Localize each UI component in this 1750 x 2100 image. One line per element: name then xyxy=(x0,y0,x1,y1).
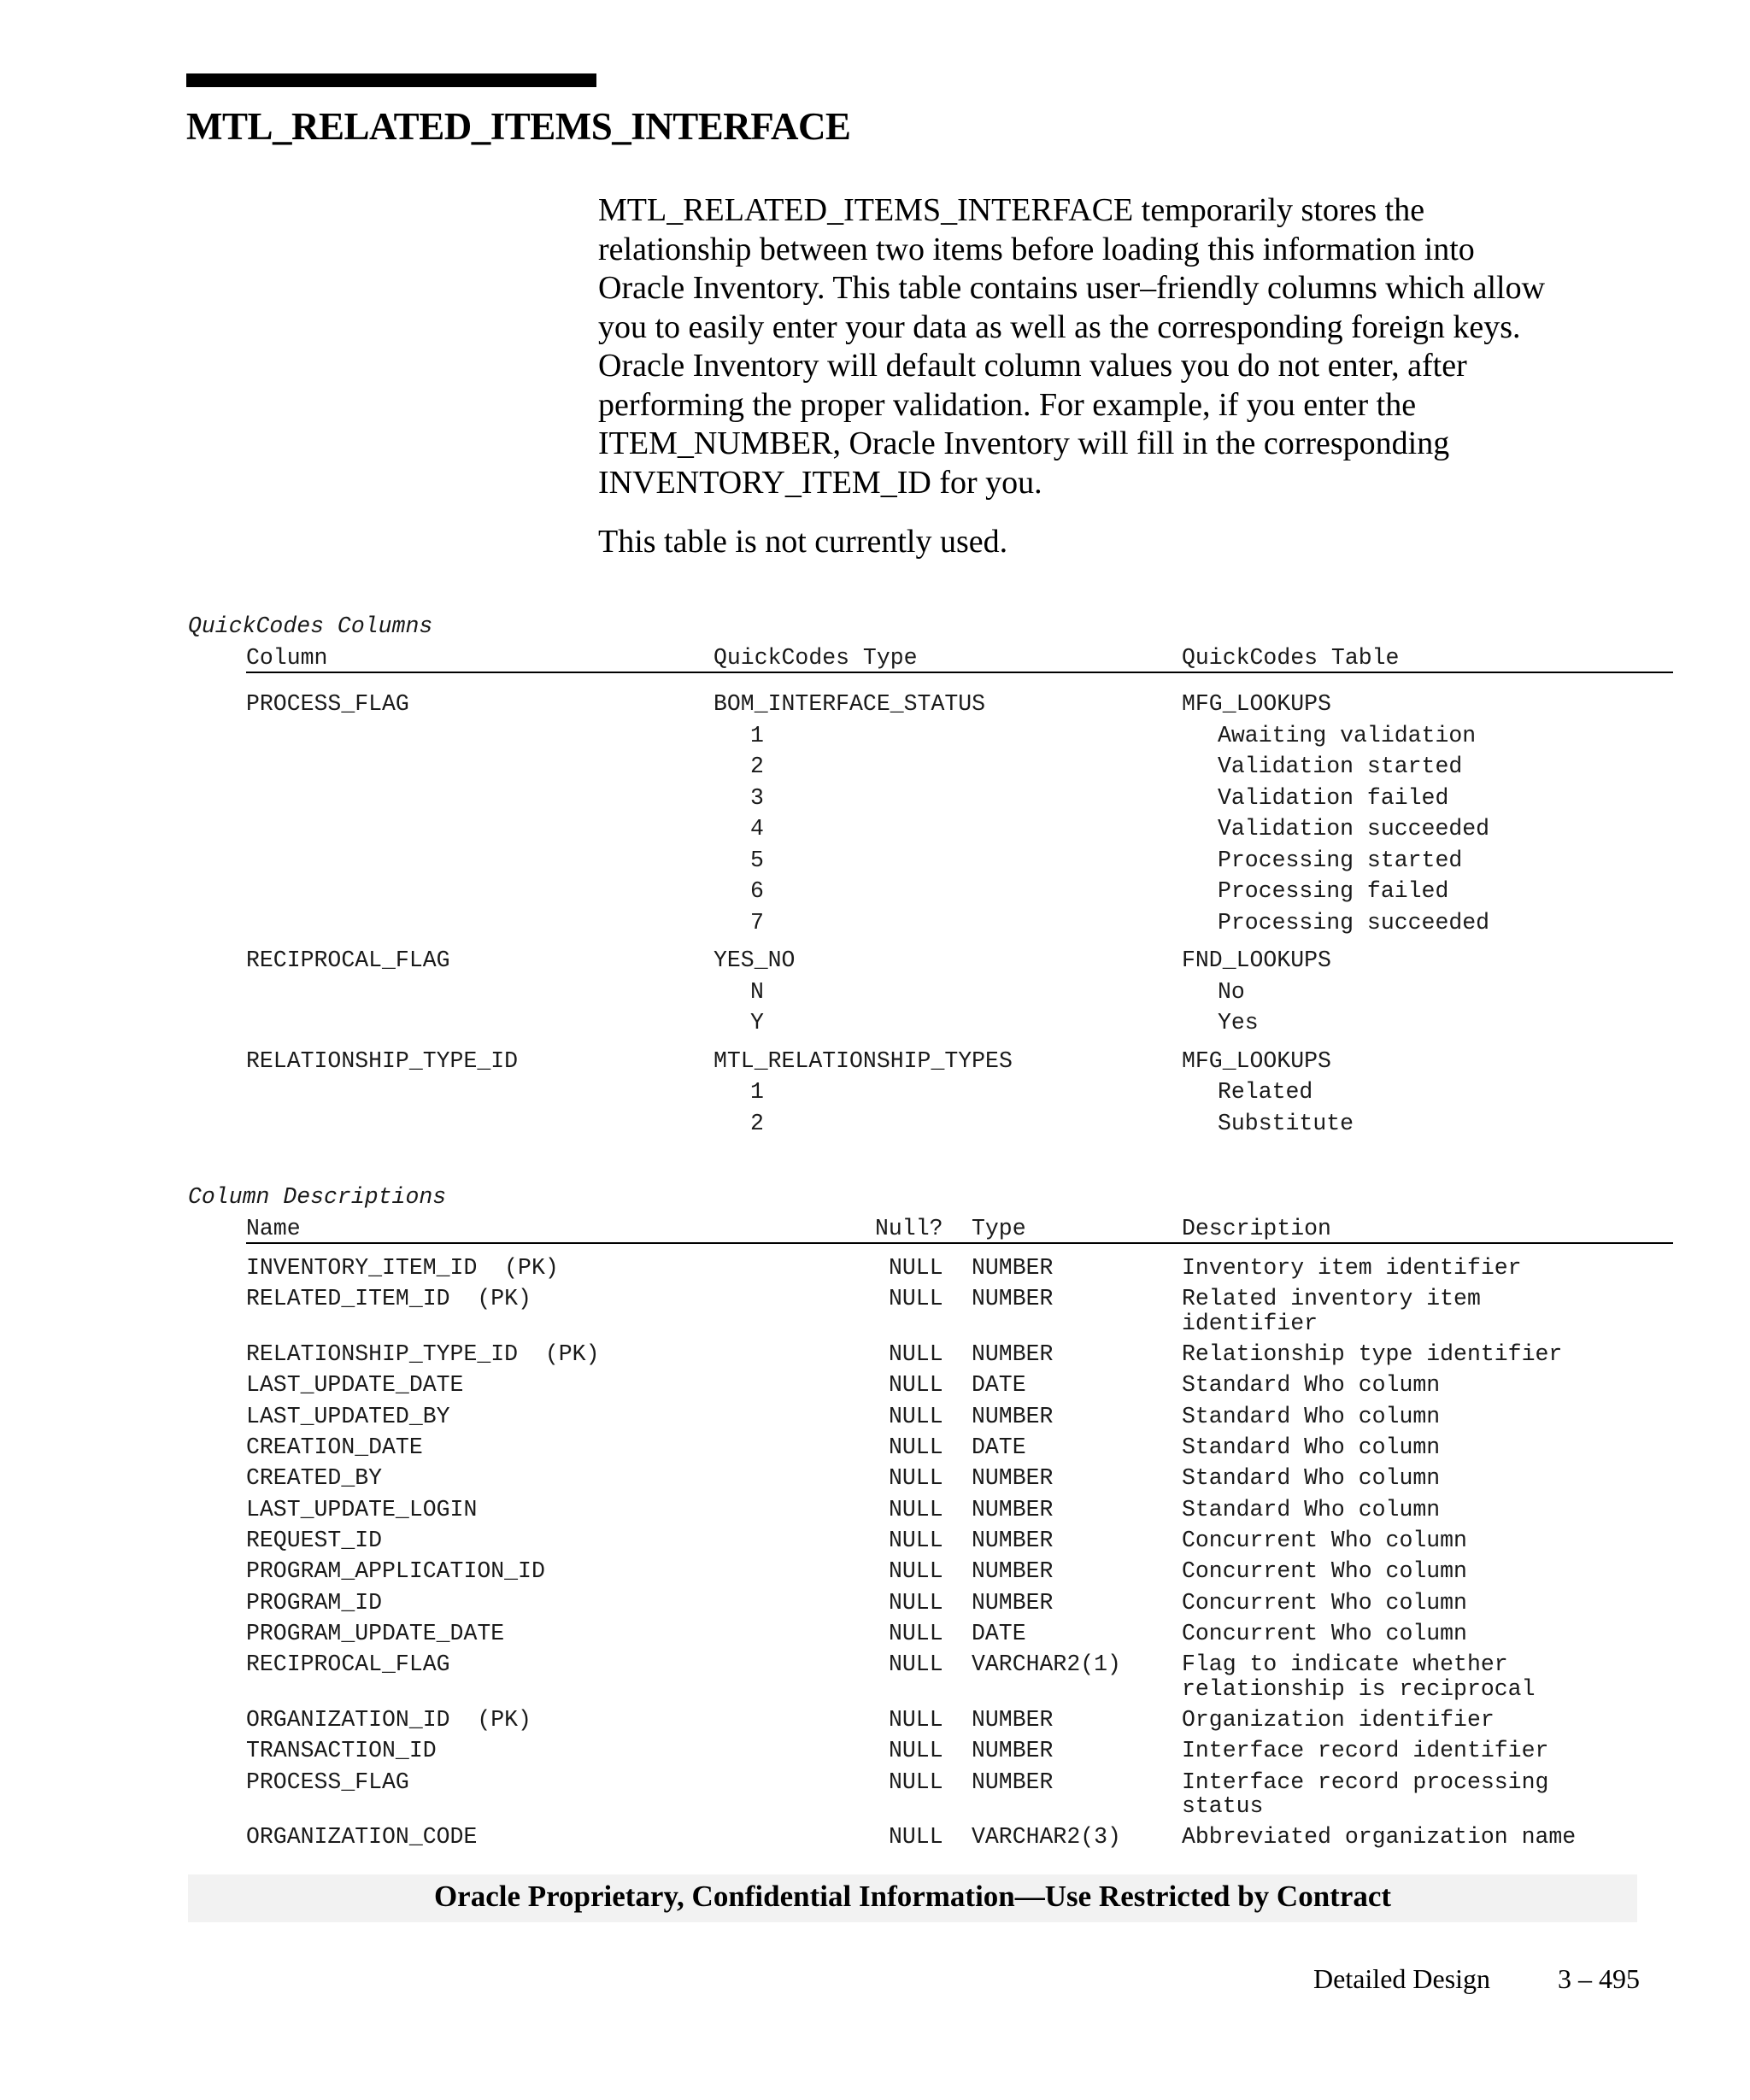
quickcodes-table-cell: Processing succeeded xyxy=(1218,909,1490,936)
intro-line: MTL_RELATED_ITEMS_INTERFACE temporarily stores the xyxy=(598,192,1425,228)
column-null-cell: NULL xyxy=(889,1620,943,1646)
column-null-cell: NULL xyxy=(889,1824,943,1851)
column-type-cell: NUMBER xyxy=(972,1706,1054,1733)
column-name-cell: LAST_UPDATE_DATE xyxy=(246,1372,464,1399)
columns-header-rule xyxy=(246,1242,1673,1244)
column-name-cell: LAST_UPDATED_BY xyxy=(246,1403,450,1429)
column-name-cell: LAST_UPDATE_LOGIN xyxy=(246,1496,478,1522)
column-type-cell: NUMBER xyxy=(972,1496,1054,1522)
column-name-cell: REQUEST_ID xyxy=(246,1527,383,1553)
quickcodes-section-title: QuickCodes Columns xyxy=(188,613,433,639)
column-name-cell: RELATED_ITEM_ID (PK) xyxy=(246,1286,531,1312)
intro-line: Oracle Inventory will default column values you do not enter, after xyxy=(598,348,1467,384)
column-description-cell: Standard Who column xyxy=(1182,1403,1441,1429)
column-type-cell: NUMBER xyxy=(972,1589,1054,1616)
intro-text xyxy=(598,191,1658,562)
column-description-cell: Standard Who column xyxy=(1182,1496,1441,1522)
column-name-cell: TRANSACTION_ID xyxy=(246,1738,437,1764)
quickcodes-type-cell: BOM_INTERFACE_STATUS xyxy=(714,691,986,717)
column-name-cell: PROGRAM_APPLICATION_ID xyxy=(246,1558,545,1585)
quickcodes-type-cell: 1 xyxy=(750,722,764,748)
column-type-cell: NUMBER xyxy=(972,1403,1054,1429)
column-null-cell: NULL xyxy=(889,1558,943,1585)
quickcodes-type-cell: 2 xyxy=(750,1110,764,1136)
column-description-cell: Standard Who column xyxy=(1182,1465,1441,1492)
heading-rule xyxy=(186,73,596,87)
column-type-cell: NUMBER xyxy=(972,1255,1054,1281)
quickcodes-type-cell: MTL_RELATIONSHIP_TYPES xyxy=(714,1047,1013,1074)
quickcodes-type-cell: YES_NO xyxy=(714,947,796,973)
columns-header-name: Name xyxy=(246,1216,301,1241)
quickcodes-table-cell: Validation failed xyxy=(1218,784,1449,811)
quickcodes-header-type: QuickCodes Type xyxy=(714,645,918,671)
column-null-cell: NULL xyxy=(889,1341,943,1368)
quickcodes-table-cell: No xyxy=(1218,978,1245,1005)
column-description-cell: identifier xyxy=(1182,1310,1318,1336)
column-description-cell: Concurrent Who column xyxy=(1182,1620,1467,1646)
column-description-cell: Interface record processing xyxy=(1182,1769,1549,1795)
column-description-cell: Inventory item identifier xyxy=(1182,1255,1522,1281)
quickcodes-type-cell: 1 xyxy=(750,1079,764,1105)
column-type-cell: NUMBER xyxy=(972,1769,1054,1795)
column-description-cell: Concurrent Who column xyxy=(1182,1589,1467,1616)
column-name-cell: INVENTORY_ITEM_ID (PK) xyxy=(246,1255,559,1281)
quickcodes-table-cell: Processing started xyxy=(1218,847,1463,873)
column-null-cell: NULL xyxy=(889,1286,943,1312)
column-name-cell: PROGRAM_UPDATE_DATE xyxy=(246,1620,505,1646)
column-descriptions-section-title: Column Descriptions xyxy=(188,1184,447,1210)
column-description-cell: Abbreviated organization name xyxy=(1182,1824,1577,1851)
quickcodes-column-cell: PROCESS_FLAG xyxy=(246,691,409,717)
quickcodes-header-rule xyxy=(246,672,1673,673)
column-null-cell: NULL xyxy=(889,1706,943,1733)
columns-header-type: Type xyxy=(972,1216,1026,1241)
intro-line: ITEM_NUMBER, Oracle Inventory will fill in the corresponding xyxy=(598,425,1450,461)
quickcodes-table-cell: Related xyxy=(1218,1079,1313,1105)
column-null-cell: NULL xyxy=(889,1589,943,1616)
column-name-cell: ORGANIZATION_CODE xyxy=(246,1824,478,1851)
quickcodes-column-cell: RECIPROCAL_FLAG xyxy=(246,947,450,973)
quickcodes-type-cell: 3 xyxy=(750,784,764,811)
column-null-cell: NULL xyxy=(889,1434,943,1460)
column-description-cell: Relationship type identifier xyxy=(1182,1341,1563,1368)
column-description-cell: Concurrent Who column xyxy=(1182,1558,1467,1585)
column-null-cell: NULL xyxy=(889,1255,943,1281)
quickcodes-column-cell: RELATIONSHIP_TYPE_ID xyxy=(246,1047,519,1074)
footer-section-name: Detailed Design xyxy=(1313,1963,1491,1994)
column-description-cell: Related inventory item xyxy=(1182,1286,1481,1312)
quickcodes-type-cell: 4 xyxy=(750,816,764,842)
column-name-cell: RELATIONSHIP_TYPE_ID (PK) xyxy=(246,1341,600,1368)
quickcodes-type-cell: 6 xyxy=(750,878,764,904)
column-null-cell: NULL xyxy=(889,1769,943,1795)
column-type-cell: NUMBER xyxy=(972,1527,1054,1553)
column-description-cell: Concurrent Who column xyxy=(1182,1527,1467,1553)
quickcodes-type-cell: 2 xyxy=(750,754,764,779)
quickcodes-type-cell: 7 xyxy=(750,909,764,936)
column-null-cell: NULL xyxy=(889,1738,943,1764)
quickcodes-table-cell: MFG_LOOKUPS xyxy=(1182,691,1331,717)
column-description-cell: relationship is reciprocal xyxy=(1182,1675,1536,1702)
quickcodes-table-cell: Substitute xyxy=(1218,1110,1354,1136)
intro-line: performing the proper validation. For example, if you enter the xyxy=(598,386,1417,423)
column-type-cell: DATE xyxy=(972,1372,1026,1399)
column-description-cell: status xyxy=(1182,1793,1264,1819)
column-type-cell: NUMBER xyxy=(972,1465,1054,1492)
column-name-cell: CREATED_BY xyxy=(246,1465,383,1492)
quickcodes-table-cell: Validation started xyxy=(1218,754,1463,779)
quickcodes-header-table: QuickCodes Table xyxy=(1182,645,1400,671)
intro-line: INVENTORY_ITEM_ID for you. xyxy=(598,464,1042,501)
quickcodes-table-cell: Yes xyxy=(1218,1010,1259,1035)
column-type-cell: DATE xyxy=(972,1434,1026,1460)
intro-line: relationship between two items before loading this information into xyxy=(598,231,1475,267)
column-type-cell: NUMBER xyxy=(972,1738,1054,1764)
quickcodes-table-cell: FND_LOOKUPS xyxy=(1182,947,1331,973)
column-name-cell: PROCESS_FLAG xyxy=(246,1769,409,1795)
column-null-cell: NULL xyxy=(889,1496,943,1522)
columns-header-description: Description xyxy=(1182,1216,1331,1241)
quickcodes-table-cell: Validation succeeded xyxy=(1218,816,1490,842)
confidential-banner xyxy=(188,1874,1637,1922)
column-name-cell: ORGANIZATION_ID (PK) xyxy=(246,1706,531,1733)
quickcodes-type-cell: 5 xyxy=(750,847,764,873)
column-null-cell: NULL xyxy=(889,1651,943,1678)
intro-line: you to easily enter your data as well as the corresponding foreign keys. xyxy=(598,308,1521,345)
column-name-cell: RECIPROCAL_FLAG xyxy=(246,1651,450,1678)
column-type-cell: VARCHAR2(3) xyxy=(972,1824,1121,1851)
column-null-cell: NULL xyxy=(889,1403,943,1429)
page-title: MTL_RELATED_ITEMS_INTERFACE xyxy=(186,105,851,148)
column-description-cell: Standard Who column xyxy=(1182,1434,1441,1460)
column-null-cell: NULL xyxy=(889,1372,943,1399)
quickcodes-header-column: Column xyxy=(246,645,328,671)
column-name-cell: PROGRAM_ID xyxy=(246,1589,383,1616)
column-type-cell: DATE xyxy=(972,1620,1026,1646)
column-type-cell: NUMBER xyxy=(972,1558,1054,1585)
column-type-cell: NUMBER xyxy=(972,1341,1054,1368)
columns-header-null: Null? xyxy=(875,1216,943,1241)
quickcodes-table-cell: Processing failed xyxy=(1218,878,1449,904)
column-name-cell: CREATION_DATE xyxy=(246,1434,423,1460)
intro-paragraph xyxy=(598,191,1658,502)
intro-line: Oracle Inventory. This table contains user–friendly columns which allow xyxy=(598,270,1546,306)
quickcodes-type-cell: Y xyxy=(750,1010,764,1035)
quickcodes-table-cell: MFG_LOOKUPS xyxy=(1182,1047,1331,1074)
column-type-cell: VARCHAR2(1) xyxy=(972,1651,1121,1678)
column-type-cell: NUMBER xyxy=(972,1286,1054,1312)
column-description-cell: Organization identifier xyxy=(1182,1706,1495,1733)
column-description-cell: Standard Who column xyxy=(1182,1372,1441,1399)
column-null-cell: NULL xyxy=(889,1465,943,1492)
column-description-cell: Interface record identifier xyxy=(1182,1738,1549,1764)
column-null-cell: NULL xyxy=(889,1527,943,1553)
confidential-text: Oracle Proprietary, Confidential Information––Use Restricted by Contract xyxy=(433,1880,1392,1913)
quickcodes-type-cell: N xyxy=(750,978,764,1005)
quickcodes-table-cell: Awaiting validation xyxy=(1218,722,1477,748)
intro-note: This table is not currently used. xyxy=(598,524,1008,560)
column-description-cell: Flag to indicate whether xyxy=(1182,1651,1508,1678)
page-number: 3 – 495 xyxy=(1558,1963,1640,1994)
